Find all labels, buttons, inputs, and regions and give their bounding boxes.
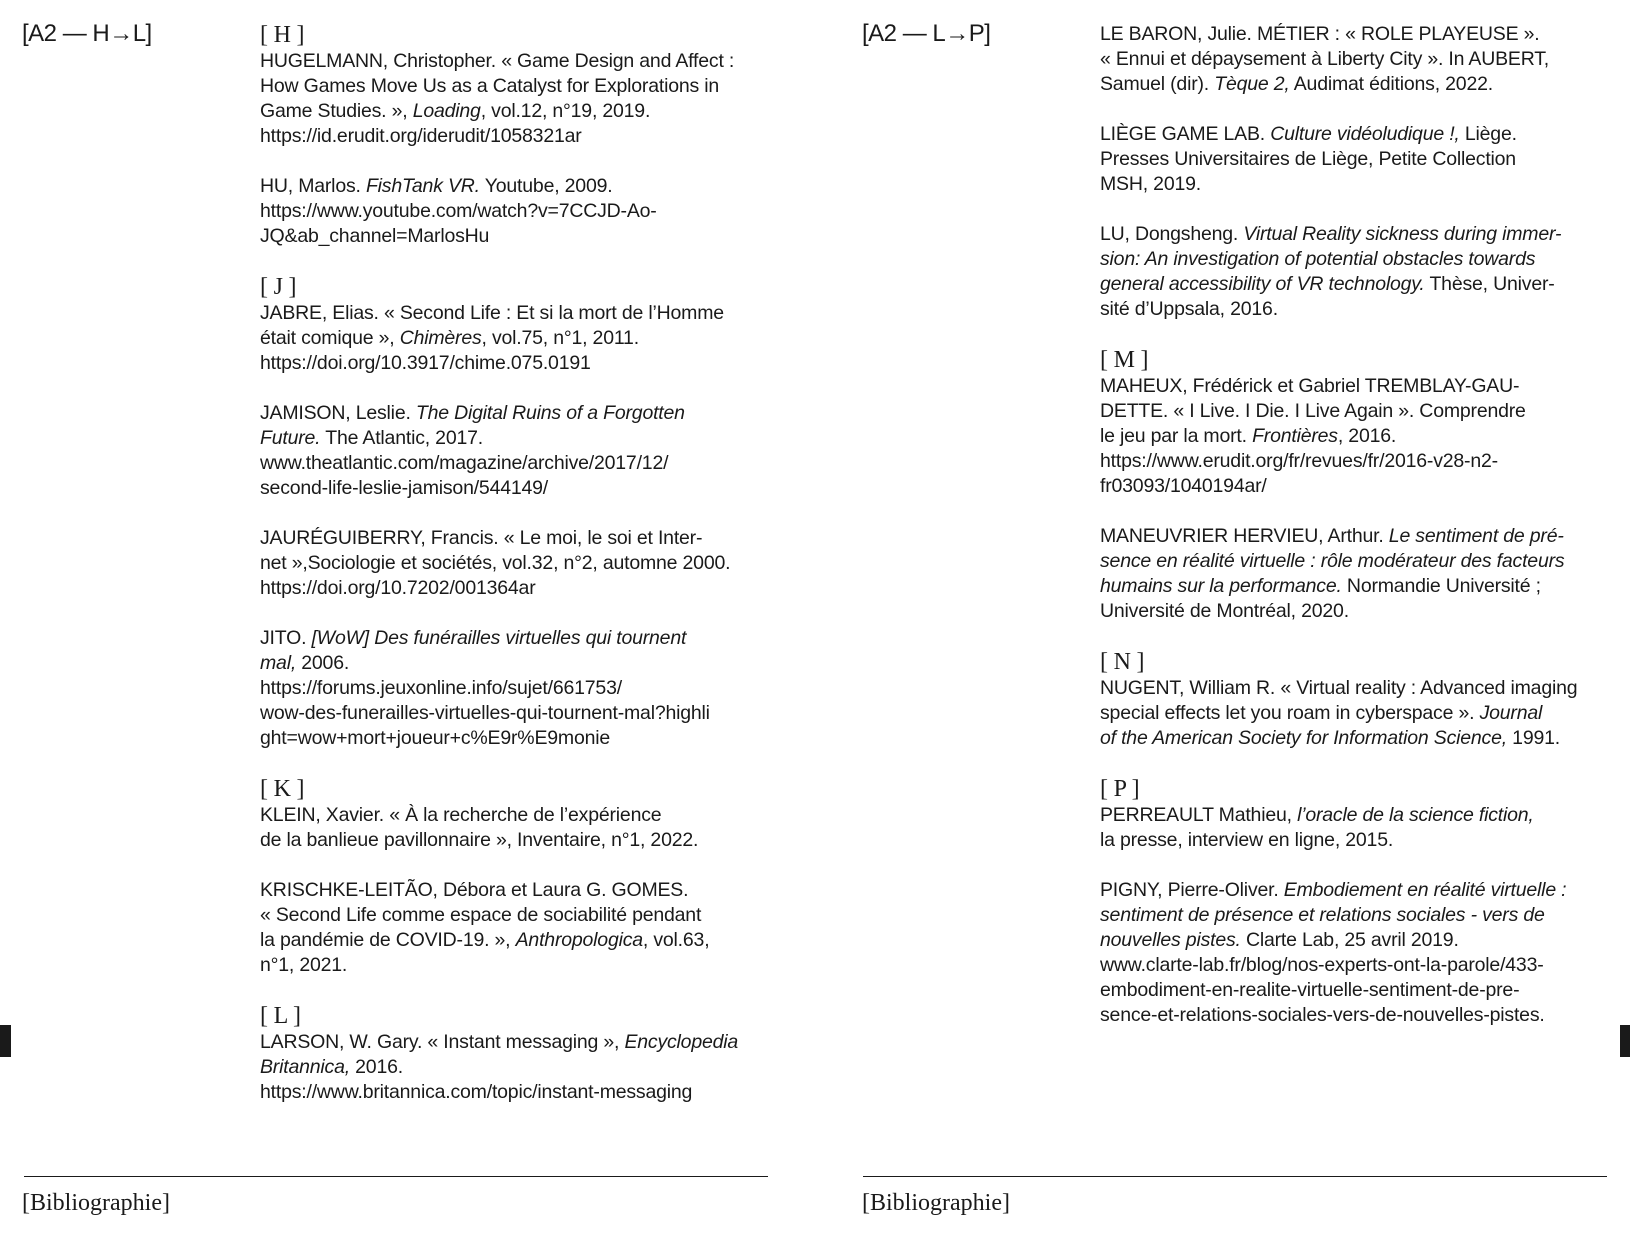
- entry-line: [260, 351, 780, 376]
- entry-text: PIGNY, Pierre-Oliver.: [1100, 879, 1284, 901]
- bibliography-column: [1100, 22, 1630, 1053]
- entry-line: [260, 651, 780, 676]
- entry-text: JABRE, Elias. « Second Life : Et si la mort de l’Homme: [260, 302, 724, 324]
- entry-line: [1100, 676, 1630, 701]
- entry-text: KLEIN, Xavier. « À la recherche de l’expérience: [260, 804, 662, 826]
- entry-text: sence-et-relations-sociales-vers-de-nouvelles-pistes.: [1100, 1004, 1545, 1026]
- running-footer: [Bibliographie]: [22, 1190, 170, 1216]
- entry-text: de la banlieue pavillonnaire », Inventaire, n°1, 2022.: [260, 829, 699, 851]
- italic-title: nouvelles pistes.: [1100, 929, 1241, 951]
- entry-text: fr03093/1040194ar/: [1100, 475, 1267, 497]
- letter-heading: [ J ]: [260, 274, 297, 300]
- entry-text: Thèse, Univer-: [1424, 273, 1555, 295]
- letter-heading: [ L ]: [260, 1003, 301, 1029]
- entry-line: [1100, 297, 1630, 322]
- italic-title: Encyclopedia: [624, 1031, 739, 1053]
- italic-title: The Digital Ruins of a Forgotten: [415, 402, 685, 424]
- entry-text: 1991.: [1506, 727, 1560, 749]
- italic-title: Chimères: [399, 327, 482, 349]
- entry-line: [260, 174, 780, 199]
- footer-divider: [863, 1176, 1607, 1177]
- italic-title: FishTank VR.: [365, 175, 480, 197]
- entry-line: [1100, 878, 1630, 903]
- entry-text: second-life-leslie-jamison/544149/: [260, 477, 549, 499]
- entry-text: était comique »,: [260, 327, 400, 349]
- bibliography-entry: [260, 301, 780, 376]
- entry-text: sité d’Uppsala, 2016.: [1100, 298, 1278, 320]
- entry-text: JQ&ab_channel=MarlosHu: [260, 225, 490, 247]
- entry-line: [260, 928, 780, 953]
- entry-line: [260, 124, 780, 149]
- entry-line: [260, 476, 780, 501]
- bibliography-entry: [1100, 803, 1630, 853]
- entry-line: [260, 726, 780, 751]
- entry-text: n°1, 2021.: [260, 954, 348, 976]
- thumb-index-tab: [0, 1025, 11, 1057]
- entry-text: Presses Universitaires de Liège, Petite Collection: [1100, 148, 1516, 170]
- letter-heading: [ P ]: [1100, 776, 1140, 802]
- entry-line: [260, 551, 780, 576]
- entry-text: https://id.erudit.org/iderudit/1058321ar: [260, 125, 582, 147]
- italic-title: Britannica,: [260, 1056, 350, 1078]
- bibliography-entry: [260, 49, 780, 149]
- entry-line: [260, 99, 780, 124]
- entry-text: The Atlantic, 2017.: [320, 427, 483, 449]
- entry-line: [1100, 424, 1630, 449]
- entry-line: [1100, 399, 1630, 424]
- entry-text: Normandie Université ;: [1341, 575, 1541, 597]
- entry-line: [1100, 72, 1630, 97]
- entry-text: KRISCHKE-LEITÃO, Débora et Laura G. GOMES.: [260, 879, 689, 901]
- entry-line: [260, 326, 780, 351]
- entry-line: [260, 676, 780, 701]
- entry-line: [1100, 147, 1630, 172]
- entry-line: [1100, 928, 1630, 953]
- entry-text: , vol.63,: [642, 929, 710, 951]
- entry-text: MSH, 2019.: [1100, 173, 1201, 195]
- entry-line: [260, 301, 780, 326]
- entry-line: [1100, 978, 1630, 1003]
- entry-line: [260, 49, 780, 74]
- entry-line: [1100, 574, 1630, 599]
- bibliography-entry: [260, 174, 780, 249]
- entry-text: , 2016.: [1337, 425, 1397, 447]
- italic-title: humains sur la performance.: [1100, 575, 1342, 597]
- entry-line: [260, 224, 780, 249]
- footer-divider: [24, 1176, 768, 1177]
- bibliography-entry: [1100, 374, 1630, 499]
- entry-line: [260, 1030, 780, 1055]
- entry-text: JAURÉGUIBERRY, Francis. « Le moi, le soi et Inter-: [260, 527, 703, 549]
- entry-text: Liège.: [1459, 123, 1517, 145]
- entry-text: How Games Move Us as a Catalyst for Explorations in: [260, 75, 720, 97]
- letter-heading: [ H ]: [260, 22, 305, 48]
- entry-line: [260, 1055, 780, 1080]
- entry-line: [1100, 47, 1630, 72]
- entry-line: [260, 199, 780, 224]
- bibliography-entry: [1100, 122, 1630, 197]
- entry-text: Samuel (dir).: [1100, 73, 1215, 95]
- entry-text: Clarte Lab, 25 avril 2019.: [1240, 929, 1459, 951]
- bibliography-entry: [1100, 524, 1630, 624]
- entry-text: special effects let you roam in cyberspace ».: [1100, 702, 1480, 724]
- entry-line: [260, 803, 780, 828]
- entry-line: [1100, 953, 1630, 978]
- entry-text: LU, Dongsheng.: [1100, 223, 1244, 245]
- entry-line: [260, 953, 780, 978]
- running-footer: [Bibliographie]: [862, 1190, 1010, 1216]
- entry-text: MANEUVRIER HERVIEU, Arthur.: [1100, 525, 1389, 547]
- entry-line: [1100, 374, 1630, 399]
- entry-line: [1100, 172, 1630, 197]
- bibliography-entry: [260, 1030, 780, 1105]
- entry-text: https://www.erudit.org/fr/revues/fr/2016-v28-n2-: [1100, 450, 1498, 472]
- letter-heading: [ K ]: [260, 776, 305, 802]
- italic-title: sion: An investigation of potential obstacles towards: [1100, 248, 1536, 270]
- bibliography-entry: [260, 803, 780, 853]
- italic-title: sentiment de présence et relations sociales - vers de: [1100, 904, 1545, 926]
- entry-text: LIÈGE GAME LAB.: [1100, 123, 1271, 145]
- letter-heading: [ M ]: [1100, 347, 1149, 373]
- entry-text: DETTE. « I Live. I Die. I Live Again ». Comprendre: [1100, 400, 1526, 422]
- entry-line: [1100, 726, 1630, 751]
- entry-text: Audimat éditions, 2022.: [1289, 73, 1493, 95]
- thumb-index-tab: [1620, 1025, 1630, 1057]
- italic-title: of the American Society for Information Science,: [1100, 727, 1507, 749]
- entry-text: HUGELMANN, Christopher. « Game Design and Affect :: [260, 50, 735, 72]
- entry-text: la presse, interview en ligne, 2015.: [1100, 829, 1394, 851]
- italic-title: Journal: [1479, 702, 1543, 724]
- entry-text: , vol.75, n°1, 2011.: [481, 327, 639, 349]
- entry-text: embodiment-en-realite-virtuelle-sentiment-de-pre-: [1100, 979, 1520, 1001]
- entry-line: [260, 576, 780, 601]
- letter-heading: [ N ]: [1100, 649, 1145, 675]
- italic-title: mal,: [260, 652, 297, 674]
- entry-text: Youtube, 2009.: [479, 175, 613, 197]
- italic-title: Anthropologica: [515, 929, 643, 951]
- italic-title: Virtual Reality sickness during immer-: [1243, 223, 1562, 245]
- bibliography-column: [260, 22, 780, 1130]
- right-page: [830, 0, 1630, 1240]
- italic-title: Future.: [260, 427, 321, 449]
- entry-line: [260, 426, 780, 451]
- bibliography-entry: [260, 626, 780, 751]
- italic-title: Embodiement en réalité virtuelle :: [1283, 879, 1567, 901]
- entry-line: [1100, 22, 1630, 47]
- italic-title: l’oracle de la science fiction,: [1297, 804, 1534, 826]
- entry-text: https://www.britannica.com/topic/instant-messaging: [260, 1081, 693, 1103]
- entry-text: HU, Marlos.: [260, 175, 366, 197]
- entry-text: Game Studies. »,: [260, 100, 413, 122]
- bibliography-entry: [1100, 222, 1630, 322]
- entry-line: [260, 903, 780, 928]
- entry-text: www.clarte-lab.fr/blog/nos-experts-ont-la-parole/433-: [1100, 954, 1544, 976]
- entry-line: [1100, 222, 1630, 247]
- entry-text: 2006.: [296, 652, 350, 674]
- entry-line: [1100, 701, 1630, 726]
- entry-text: https://doi.org/10.3917/chime.075.0191: [260, 352, 591, 374]
- entry-text: , vol.12, n°19, 2019.: [480, 100, 651, 122]
- entry-line: [1100, 549, 1630, 574]
- entry-line: [260, 1080, 780, 1105]
- italic-title: Loading: [412, 100, 481, 122]
- italic-title: [WoW] Des funérailles virtuelles qui tournent: [311, 627, 687, 649]
- left-page: [0, 0, 800, 1240]
- bibliography-entry: [1100, 676, 1630, 751]
- entry-text: JITO.: [260, 627, 312, 649]
- italic-title: Culture vidéoludique !,: [1270, 123, 1460, 145]
- entry-text: « Second Life comme espace de sociabilité pendant: [260, 904, 702, 926]
- entry-line: [260, 828, 780, 853]
- entry-text: ght=wow+mort+joueur+c%E9r%E9monie: [260, 727, 611, 749]
- entry-line: [260, 701, 780, 726]
- entry-line: [1100, 247, 1630, 272]
- entry-text: https://doi.org/10.7202/001364ar: [260, 577, 536, 599]
- entry-text: la pandémie de COVID-19. »,: [260, 929, 516, 951]
- bibliography-entry: [1100, 22, 1630, 97]
- entry-text: LARSON, W. Gary. « Instant messaging »,: [260, 1031, 625, 1053]
- entry-text: NUGENT, William R. « Virtual reality : Advanced imaging: [1100, 677, 1578, 699]
- entry-text: https://forums.jeuxonline.info/sujet/661753/: [260, 677, 622, 699]
- italic-title: general accessibility of VR technology.: [1100, 273, 1425, 295]
- entry-line: [1100, 474, 1630, 499]
- italic-title: Frontières: [1252, 425, 1338, 447]
- entry-text: www.theatlantic.com/magazine/archive/2017/12/: [260, 452, 669, 474]
- entry-text: net »,Sociologie et sociétés, vol.32, n°2, automne 2000.: [260, 552, 731, 574]
- entry-line: [260, 878, 780, 903]
- bibliography-entry: [1100, 878, 1630, 1028]
- entry-text: wow-des-funerailles-virtuelles-qui-tournent-mal?highli: [260, 702, 710, 724]
- entry-line: [1100, 803, 1630, 828]
- bibliography-entry: [260, 526, 780, 601]
- entry-text: le jeu par la mort.: [1100, 425, 1253, 447]
- italic-title: Le sentiment de pré-: [1388, 525, 1564, 547]
- entry-line: [260, 526, 780, 551]
- entry-text: PERREAULT Mathieu,: [1100, 804, 1298, 826]
- entry-text: JAMISON, Leslie.: [260, 402, 416, 424]
- entry-text: https://www.youtube.com/watch?v=7CCJD-Ao-: [260, 200, 657, 222]
- entry-line: [1100, 903, 1630, 928]
- entry-text: 2016.: [349, 1056, 403, 1078]
- entry-text: Université de Montréal, 2020.: [1100, 600, 1349, 622]
- entry-line: [260, 451, 780, 476]
- entry-text: « Ennui et dépaysement à Liberty City ». In AUBERT,: [1100, 48, 1550, 70]
- entry-line: [1100, 1003, 1630, 1028]
- section-label: [A2 — H→L]: [22, 20, 152, 47]
- entry-line: [260, 401, 780, 426]
- entry-line: [1100, 599, 1630, 624]
- bibliography-entry: [260, 878, 780, 978]
- entry-text: MAHEUX, Frédérick et Gabriel TREMBLAY-GAU-: [1100, 375, 1520, 397]
- entry-text: LE BARON, Julie. MÉTIER : « ROLE PLAYEUSE ».: [1100, 23, 1540, 45]
- entry-line: [1100, 524, 1630, 549]
- bibliography-entry: [260, 401, 780, 501]
- entry-line: [260, 74, 780, 99]
- entry-line: [1100, 122, 1630, 147]
- entry-line: [1100, 272, 1630, 297]
- italic-title: sence en réalité virtuelle : rôle modérateur des facteurs: [1100, 550, 1565, 572]
- italic-title: Tèque 2,: [1214, 73, 1290, 95]
- entry-line: [1100, 449, 1630, 474]
- entry-line: [1100, 828, 1630, 853]
- entry-line: [260, 626, 780, 651]
- section-label: [A2 — L→P]: [862, 20, 991, 47]
